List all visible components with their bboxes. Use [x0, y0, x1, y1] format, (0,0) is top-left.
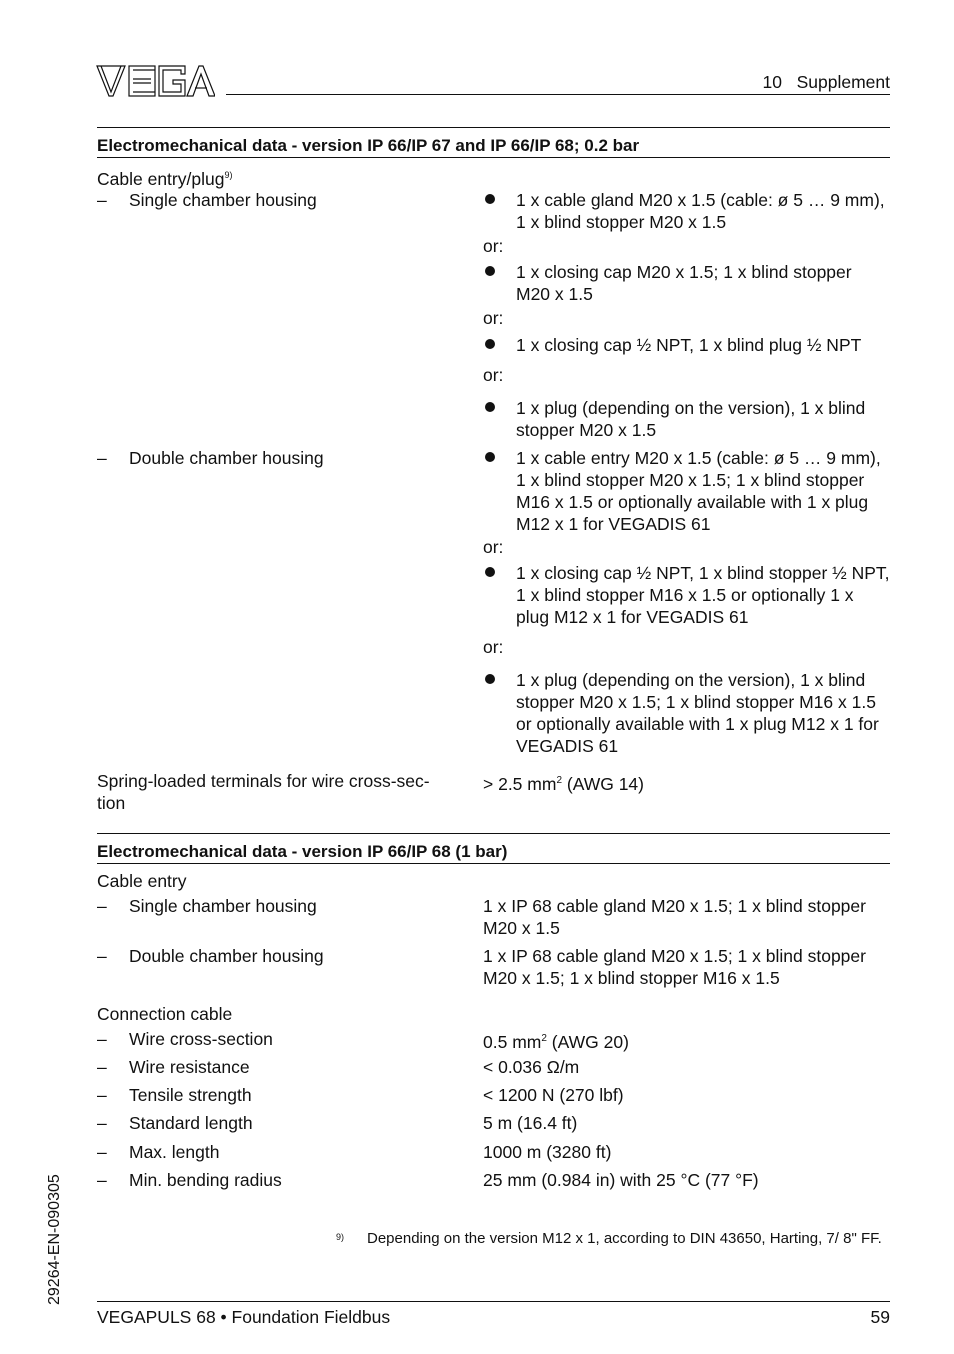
section-rule-top — [97, 127, 890, 128]
list-item: 1 x plug (depending on the version), 1 x blind stopper M20 x 1.5; 1 x blind stopper M16 x 1.5 or optionally available with 1 x plug M12 x 1 for VEGADIS 61 — [483, 669, 890, 757]
spec-value: < 0.036 Ω/m — [483, 1057, 580, 1077]
bullet-icon — [485, 402, 495, 412]
header-section: 10 Supplement — [762, 72, 890, 92]
or-text: or: — [483, 236, 504, 256]
bullet-icon — [485, 194, 495, 204]
spec-label: – Standard length — [97, 1113, 253, 1133]
spec-label: – Max. length — [97, 1142, 220, 1162]
footer-rule — [97, 1301, 890, 1302]
cable-entry-label: Cable entry — [97, 871, 187, 891]
spec-label: – Wire resistance — [97, 1057, 250, 1077]
or-text: or: — [483, 365, 504, 385]
page-number: 59 — [870, 1307, 890, 1327]
list-item: 1 x closing cap ½ NPT, 1 x blind stopper ½ NPT, 1 x blind stopper M16 x 1.5 or optionally 1 x plug M12 x 1 for VEGADIS 61 — [483, 562, 890, 628]
spec-label: – Tensile strength — [97, 1085, 252, 1105]
spec-value: 1000 m (3280 ft) — [483, 1142, 612, 1162]
footer-title: VEGAPULS 68 • Foundation Fieldbus — [97, 1307, 391, 1327]
spec-label: – Min. bending radius — [97, 1170, 282, 1190]
list-item: 1 x closing cap ½ NPT, 1 x blind plug ½ NPT — [483, 334, 890, 356]
bullet-icon — [485, 452, 495, 462]
spec-value: 25 mm (0.984 in) with 25 °C (77 °F) — [483, 1170, 759, 1190]
single-chamber-label: – Single chamber housing — [97, 896, 317, 916]
header-rule — [226, 94, 890, 95]
or-text: or: — [483, 537, 504, 557]
spec-value: 5 m (16.4 ft) — [483, 1113, 578, 1133]
footnote-text: Depending on the version M12 x 1, according to DIN 43650, Harting, 7/ 8" FF. — [367, 1230, 882, 1247]
footnote-ref: 9) — [224, 170, 233, 180]
list-item: 1 x closing cap M20 x 1.5; 1 x blind stopper M20 x 1.5 — [483, 261, 890, 305]
spring-terminals-label: Spring-loaded terminals for wire cross-sec-tion — [97, 771, 430, 813]
connection-cable-label: Connection cable — [97, 1004, 233, 1024]
bullet-icon — [485, 339, 495, 349]
document-code: 29264-EN-090305 — [46, 1174, 63, 1305]
list-item: 1 x cable gland M20 x 1.5 (cable: ø 5 … 9 mm), 1 x blind stopper M20 x 1.5 — [483, 189, 890, 233]
section-title: Electromechanical data - version IP 66/IP 68 (1 bar) — [97, 842, 508, 861]
bullet-icon — [485, 266, 495, 276]
double-chamber-label: – Double chamber housing — [97, 946, 324, 966]
or-text: or: — [483, 637, 504, 657]
section-rule-top — [97, 833, 890, 834]
section-rule-bottom — [97, 863, 890, 864]
list-item: 1 x plug (depending on the version), 1 x blind stopper M20 x 1.5 — [483, 397, 890, 441]
or-text: or: — [483, 308, 504, 328]
spec-label: – Wire cross-section — [97, 1029, 273, 1049]
spec-value: 0.5 $mm^2$ (AWG 20) — [483, 1031, 629, 1052]
vega-logo — [95, 64, 215, 98]
double-chamber-value: 1 x IP 68 cable gland M20 x 1.5; 1 x blind stopper M20 x 1.5; 1 x blind stopper M16 x 1.5 — [483, 946, 866, 988]
section-rule-bottom — [97, 157, 890, 158]
bullet-icon — [485, 674, 495, 684]
double-chamber-label: – Double chamber housing — [97, 448, 324, 468]
single-chamber-label: – Single chamber housing — [97, 190, 317, 210]
list-item: 1 x cable entry M20 x 1.5 (cable: ø 5 … 9 mm), 1 x blind stopper M20 x 1.5; 1 x blind stopper M16 x 1.5 or optionally available with 1 x plug M12 x 1 for VEGADIS 61 — [483, 447, 890, 535]
bullet-icon — [485, 567, 495, 577]
spring-terminals-value: > 2.5 $mm^2$ (AWG 14) — [483, 773, 644, 794]
footnote-mark: 9) — [336, 1232, 345, 1242]
single-chamber-value: 1 x IP 68 cable gland M20 x 1.5; 1 x blind stopper M20 x 1.5 — [483, 896, 866, 938]
section-title: Electromechanical data - version IP 66/IP 67 and IP 66/IP 68; 0.2 bar — [97, 136, 640, 155]
cable-entry-label: Cable entry/plug$^{9)}$ — [97, 168, 233, 189]
spec-value: < 1200 N (270 lbf) — [483, 1085, 624, 1105]
